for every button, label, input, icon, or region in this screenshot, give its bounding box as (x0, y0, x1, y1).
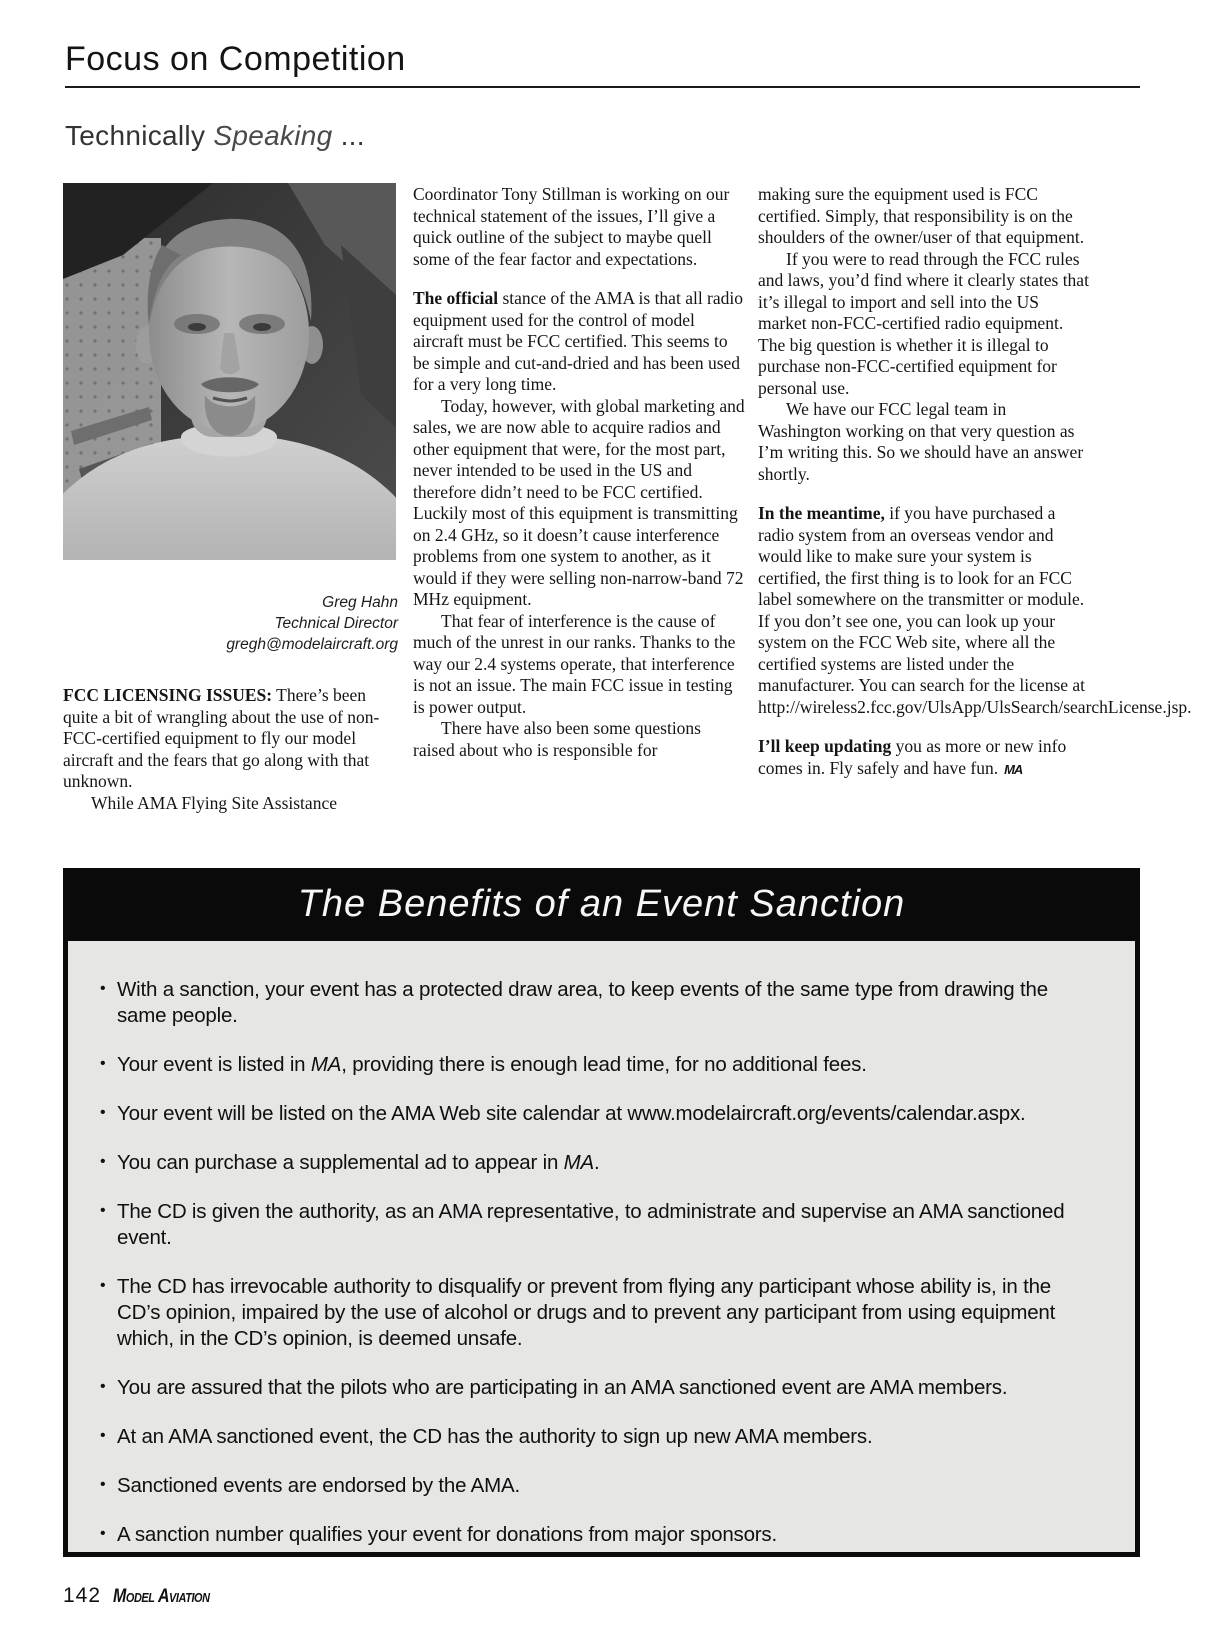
list-item: • The CD is given the authority, as an AMA representative, to administrate and supervise an AMA sanctioned event. (100, 1200, 1065, 1249)
author-name: Greg Hahn (322, 594, 398, 611)
paragraph-lead: The official (413, 288, 499, 308)
list-item: • With a sanction, your event has a protected draw area, to keep events of the same type from drawing the same people. (100, 978, 1048, 1027)
bullet-icon: • (100, 1525, 106, 1542)
benefits-box (63, 941, 1140, 1557)
bullet-icon: • (100, 1202, 106, 1219)
bullet-icon: • (100, 1104, 106, 1121)
column-1-text (63, 685, 398, 814)
list-item: • A sanction number qualifies your event for donations from major sponsors. (100, 1523, 777, 1546)
list-item: • Your event will be listed on the AMA Web site calendar at www.modelaircraft.org/events/calendar.aspx. (100, 1102, 1026, 1125)
bullet-icon: • (100, 1055, 106, 1072)
article-paragraph: That fear of interference is the cause of much of the unrest in our ranks. Thanks to the way our 2.4 systems operate, that interference is not an issue. The main FCC issue in testing is power output. (413, 610, 736, 717)
article-paragraph: I’ll keep updating you as more or new info comes in. Fly safely and have fun. MA (758, 736, 1067, 778)
column-2 (413, 184, 745, 761)
benefits-list (98, 977, 1097, 1548)
page-footer (63, 1584, 228, 1608)
article-paragraph: While AMA Flying Site Assistance (91, 792, 337, 813)
list-item: • Your event is listed in MA, providing there is enough lead time, for no additional fees. (100, 1053, 867, 1076)
author-role: Technical Director (274, 615, 398, 632)
bullet-icon: • (100, 1476, 106, 1493)
article-paragraph: The official stance of the AMA is that all radio equipment used for the control of model aircraft must be FCC certified. This seems to be simple and cut-and-dried and has been used for a very long time. (413, 288, 744, 394)
list-item: • At an AMA sanctioned event, the CD has the authority to sign up new AMA members. (100, 1425, 873, 1448)
paragraph-lead: I’ll keep updating (758, 736, 892, 756)
column-subtitle (65, 120, 365, 152)
bullet-icon: • (100, 1378, 106, 1395)
bullet-icon: • (100, 1277, 106, 1294)
column-1 (63, 183, 398, 814)
paragraph-lead: In the meantime, (758, 503, 885, 523)
column-3 (758, 184, 1192, 780)
author-email: gregh@modelaircraft.org (226, 636, 398, 653)
article-paragraph: Coordinator Tony Stillman is working on our technical statement of the issues, I’ll give a quick outline of the subject to maybe quell some of the fear factor and expectations. (413, 184, 730, 269)
list-item: • Sanctioned events are endorsed by the AMA. (100, 1474, 521, 1497)
list-item: • The CD has irrevocable authority to disqualify or prevent from flying any participant whose ability is, in the CD’s opinion, impaired by the use of alcohol or drugs and to prevent any participant from using equipment which, in the CD’s opinion, is deemed unsafe. (100, 1275, 1056, 1350)
magazine-logo: Model Aviation (113, 1586, 210, 1607)
article-paragraph: FCC LICENSING ISSUES: There’s been quite a bit of wrangling about the use of non-FCC-certified equipment to fly our model aircraft and the fears that go along with that unknown. (63, 685, 380, 791)
benefits-banner (63, 868, 1140, 941)
bullet-icon: • (100, 980, 106, 997)
header-rule (65, 86, 1140, 88)
benefits-title: The Benefits of an Event Sanction (297, 883, 906, 925)
subtitle-regular: Technically (65, 120, 214, 151)
photo-caption (63, 592, 398, 655)
section-title: Focus on Competition (65, 40, 406, 78)
list-item: • You are assured that the pilots who are participating in an AMA sanctioned event are AMA members. (100, 1376, 1008, 1399)
article-paragraph: We have our FCC legal team in Washington working on that very question as I’m writing this. So we should have an answer shortly. (758, 399, 1084, 484)
article-paragraph: If you were to read through the FCC rules and laws, you’d find where it clearly states that it’s illegal to import and sell into the US market non-FCC-certified radio equipment. The big question is whether it is illegal to purchase non-FCC-certified equipment for personal use. (758, 248, 1089, 398)
author-photo (63, 183, 396, 560)
bullet-icon: • (100, 1427, 106, 1444)
author-photo-illustration (63, 183, 396, 560)
subtitle-tail: ... (332, 120, 365, 151)
article-paragraph: making sure the equipment used is FCC certified. Simply, that responsibility is on the shoulders of the owner/user of that equipment. (758, 184, 1085, 247)
paragraph-lead: FCC LICENSING ISSUES: (63, 685, 273, 705)
article-paragraph: In the meantime, if you have purchased a radio system from an overseas vendor and would like to make sure your system is certified, the first thing is to look for an FCC label somewhere on the transmitter or module. If you don’t see one, you can look up your system on the FCC Web site, where all the certified systems are listed under the manufacturer. You can search for the license at http://wireless2.fcc.gov/UlsApp/UlsSearch/searchLicense.jsp. (758, 503, 1192, 717)
ma-endmark-icon: MA (1004, 761, 1023, 777)
list-item: • You can purchase a supplemental ad to appear in MA. (100, 1151, 600, 1174)
article-paragraph: Today, however, with global marketing and sales, we are now able to acquire radios and other equipment that were, for the most part, never intended to be used in the US and therefore didn’t need to be FCC certified. Luckily most of this equipment is transmitting on 2.4 GHz, so it doesn’t cause interference problems from one system to another, as it would if they were selling non-narrow-band 72 MHz equipment. (413, 395, 745, 609)
bullet-icon: • (100, 1153, 106, 1170)
page-number: 142 (63, 1584, 102, 1607)
subtitle-italic: Speaking (213, 120, 333, 151)
article-paragraph: There have also been some questions raised about who is responsible for (413, 718, 701, 760)
